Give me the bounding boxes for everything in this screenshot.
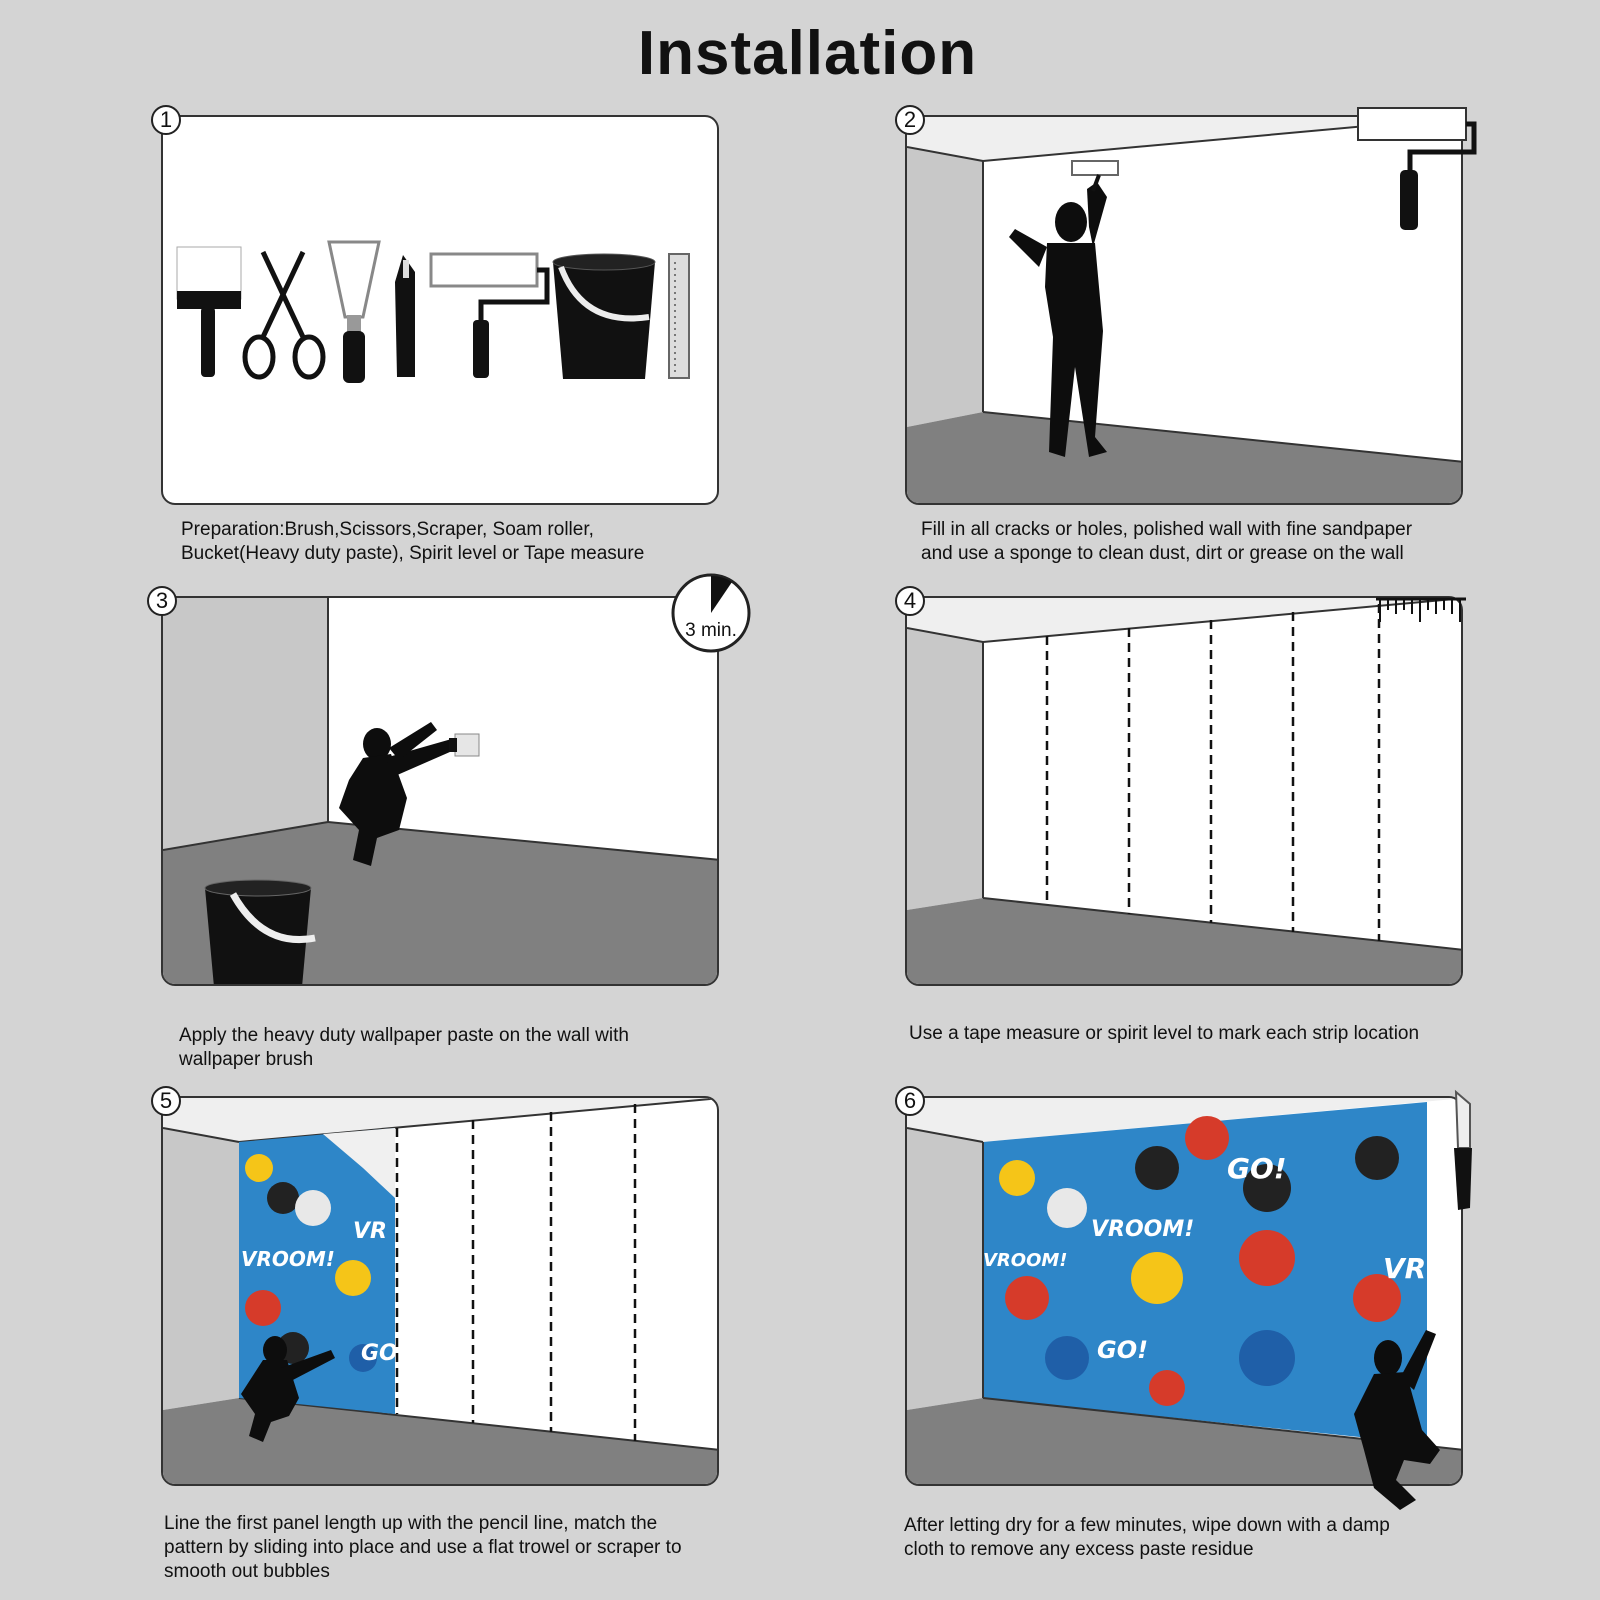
strip-marks (397, 1104, 635, 1441)
step-1-caption: Preparation:Brush,Scissors,Scraper, Soam roller, Bucket(Heavy duty paste), Spirit level or Tape measure (181, 519, 645, 564)
mural-word-vr: VR (353, 1219, 387, 1244)
paint-brush-icon (449, 734, 479, 756)
paint-roller-icon (1072, 161, 1118, 191)
step-5-number: 5 (151, 1086, 181, 1116)
scraper-icon (329, 242, 379, 383)
mural-word-vroom: VROOM! (1091, 1217, 1195, 1242)
mural-word-vro: VRO (1383, 1252, 1451, 1285)
mural-word-vroom: VROOM! (241, 1247, 335, 1271)
strip-marks (1047, 604, 1379, 941)
paint-brush-icon (177, 247, 241, 377)
step-3-panel (161, 596, 719, 986)
person-silhouette (1330, 1330, 1470, 1520)
step-1-panel (161, 115, 719, 505)
step-5-caption: Line the first panel length up with the pencil line, match the pattern by sliding into place and use a flat trowel or scraper to smooth out bubbles (164, 1513, 682, 1582)
bucket-icon (205, 880, 315, 986)
room-illustration (907, 598, 1463, 986)
scissors-icon (245, 252, 323, 377)
mural-word-go: GO! (361, 1341, 408, 1366)
step-4-panel (905, 596, 1463, 986)
tools-illustration (163, 117, 719, 505)
ruler-icon (669, 254, 689, 378)
step-3-number: 3 (147, 586, 177, 616)
room-illustration (163, 598, 719, 986)
step-4-caption: Use a tape measure or spirit level to mark each strip location (909, 1023, 1420, 1044)
tape-measure-icon (1376, 596, 1476, 630)
timer-icon (670, 572, 752, 654)
mural-word-vroom-left: VROOM! (983, 1250, 1068, 1271)
step-6-number: 6 (895, 1086, 925, 1116)
bucket-icon (553, 254, 655, 379)
timer-label: 3 min. (685, 620, 737, 641)
room-illustration (163, 1098, 719, 1486)
mural-word-go-lower: GO! (1097, 1336, 1149, 1364)
paint-roller-icon (1350, 104, 1480, 234)
scraper-icon (1442, 1088, 1482, 1218)
step-4-number: 4 (895, 586, 925, 616)
step-1-number: 1 (151, 105, 181, 135)
step-2-number: 2 (895, 105, 925, 135)
step-3-caption: Apply the heavy duty wallpaper paste on the wall with wallpaper brush (179, 1025, 629, 1070)
page-title: Installation (637, 19, 978, 88)
step-6-caption: After letting dry for a few minutes, wipe down with a damp cloth to remove any excess paste residue (904, 1515, 1390, 1560)
mural-word-go: GO! (1227, 1152, 1287, 1185)
step-5-panel (161, 1096, 719, 1486)
knife-icon (395, 255, 415, 377)
paint-roller-icon (431, 254, 547, 378)
step-2-caption: Fill in all cracks or holes, polished wall with fine sandpaper and use a sponge to clean dust, dirt or grease on the wall (921, 519, 1413, 564)
